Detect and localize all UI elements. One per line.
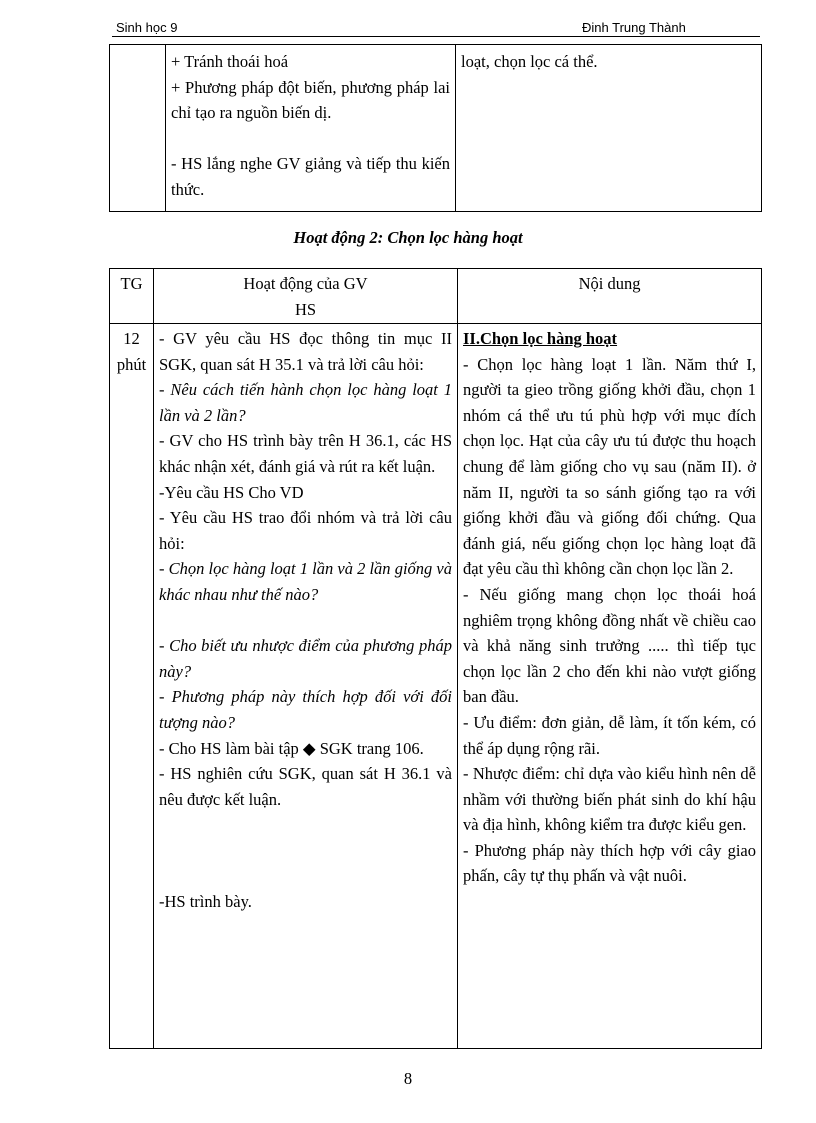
header-tg: TG [110,269,154,324]
header-subject: Sinh học 9 [116,20,178,35]
tg-cell [110,45,166,212]
header-activity: Hoạt động của GV HS [154,269,458,324]
continued-table [109,44,762,212]
page-number: 8 [403,1069,413,1088]
text-line: + Tránh thoái hoá [171,52,289,71]
header-content: Nội dung [458,269,762,324]
text-line: loạt, chọn lọc cá thể. [461,52,598,71]
page-header [112,18,760,37]
text-line: - Phương pháp này thích hợp với cây giao phấn, cây tự thụ phấn và vật nuôi. [463,840,756,886]
text-line: - GV cho HS trình bày trên H 36.1, các HS khác nhận xét, đánh giá và rút ra kết luận. [159,431,452,476]
activity-table [109,268,762,1049]
text-line: - Yêu cầu HS trao đổi nhóm và trả lời câu hỏi: [159,508,452,553]
content-cell [456,45,762,212]
text-line: - Nhược điểm: chỉ dựa vào kiểu hình nên dễ nhầm với thường biến phát sinh do khí hậu và địa hình, không kiểm tra được kiểu gen. [463,764,756,835]
activity-cell [166,45,456,212]
section-heading: II.Chọn lọc hàng hoạt [463,329,618,348]
text-line: -HS trình bày. [159,892,252,912]
text-line: - HS nghiên cứu SGK, quan sát H 36.1 và nêu được kết luận. [159,764,452,809]
text-line: + Phương pháp đột biến, phương pháp lai chỉ tạo ra nguồn biến dị. [171,77,450,123]
text-line: - Cho biết ưu nhược điểm của phương pháp này? [159,636,452,681]
text-line: - Nêu cách tiến hành chọn lọc hàng loạt 1 lần và 2 lần? [159,380,452,425]
content-cell [458,324,762,1049]
table-header-row [110,269,762,324]
text-line: - Ưu điểm: đơn giản, dễ làm, ít tốn kém, có thể áp dụng rộng rãi. [463,712,756,758]
activity-cell [154,324,458,1049]
text-line: - Nếu giống mang chọn lọc thoái hoá nghiêm trọng không đồng nhất về chiều cao và khả năng sinh trưởng ..... thì tiếp tục chọn lọc lần 2 cho đến khi nào vượt giống ban đầu. [463,584,756,707]
text-line: - HS lắng nghe GV giảng và tiếp thu kiến thức. [171,154,450,199]
text-line: - Chọn lọc hàng loạt 1 lần và 2 lần giống và khác nhau như thế nào? [159,559,452,604]
text-line: - GV yêu cầu HS đọc thông tin mục II SGK, quan sát H 35.1 và trả lời câu hỏi: [159,329,452,374]
header-author: Đinh Trung Thành [582,20,686,35]
text-line: - Phương pháp này thích hợp đối với đối tượng nào? [159,687,452,732]
table-row [110,45,762,212]
section-title: Hoạt động 2: Chọn lọc hàng hoạt [293,228,523,247]
tg-cell: 12 phút [110,324,154,1049]
table-row [110,324,762,1049]
text-line: - Cho HS làm bài tập ◆ SGK trang 106. [159,738,424,758]
text-line: - Chọn lọc hàng loạt 1 lần. Năm thứ I, người ta gieo trồng giống khởi đầu, chọn 1 nhóm cá thể ưu tú phù hợp với mục đích chọn lọc. Hạt của cây ưu tú được thu hoạch chung để làm giống cho vụ sau (năm II). ở năm II, người ta so sánh giống tạo ra với giống khởi đầu và giống đối chứng. Qua đánh giá, nếu giống chọn lọc hàng loạt đã đạt yêu cầu thì không cần chọn lọc lần 2. [463,354,756,579]
text-line: -Yêu cầu HS Cho VD [159,482,304,502]
